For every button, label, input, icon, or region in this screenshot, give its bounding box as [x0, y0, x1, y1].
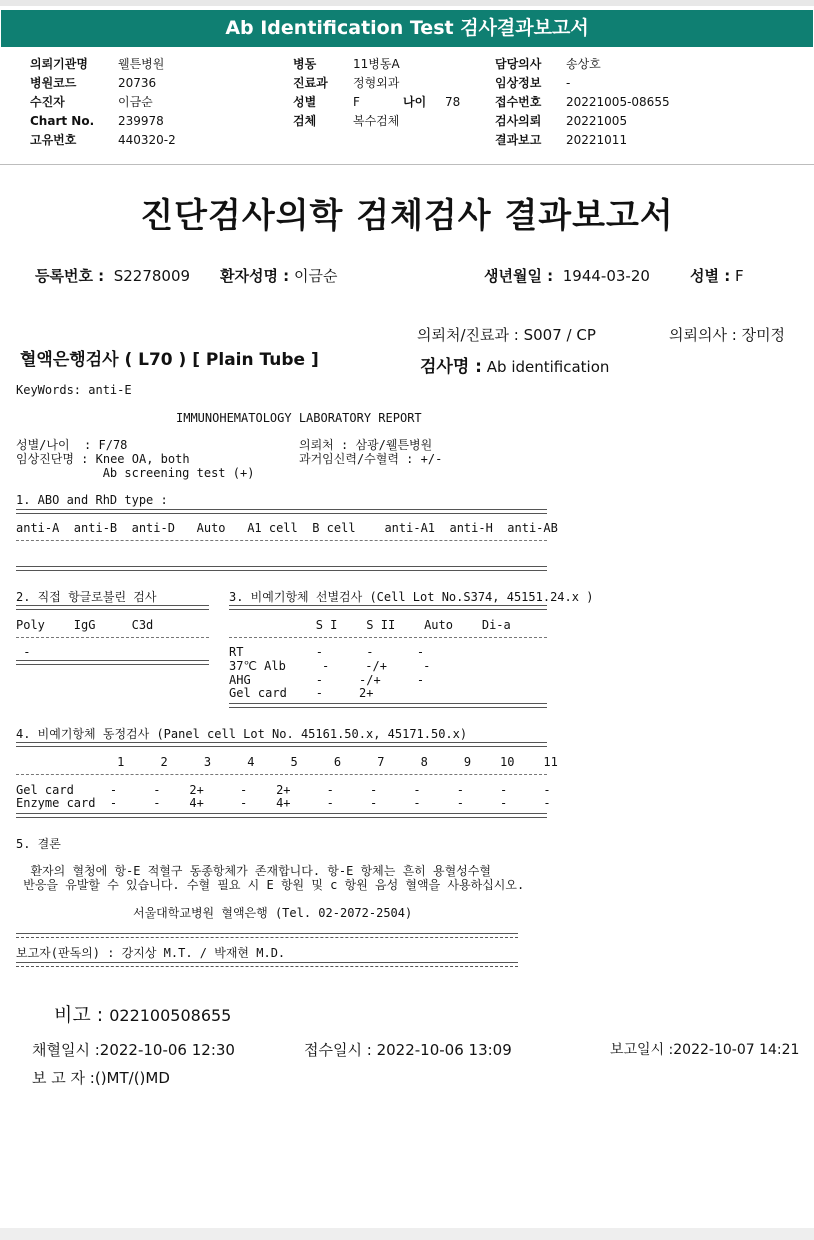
- value-ward: 11병동A: [353, 57, 400, 71]
- diagnosis-line2: Ab screening test (+): [16, 466, 255, 480]
- value-hospital-code: 20736: [118, 76, 157, 90]
- note: [54, 1000, 231, 1027]
- doctor-value: 장미정: [741, 326, 786, 344]
- section1-rule-bottom: [16, 566, 547, 571]
- ordering-doctor: [669, 324, 785, 345]
- section2-title: 2. 직접 항글로불린 검사: [16, 590, 157, 604]
- reporter-line: 보고자(판독의) : 강지상 M.T. / 박재현 M.D.: [16, 946, 286, 960]
- section4-header: 1 2 3 4 5 6 7 8 9 10 11: [16, 755, 558, 769]
- report-value: 2022-10-07 14:21: [673, 1042, 800, 1058]
- patient-label: 환자성명 :: [220, 267, 290, 285]
- patient-value: 이금순: [293, 267, 338, 285]
- keywords: KeyWords: anti-E: [16, 383, 132, 397]
- conclusion-line2: 반응을 유발할 수 있습니다. 수혈 필요 시 E 항원 및 c 항원 음성 혈액을 사용하십시오.: [16, 878, 525, 892]
- label-clinical-info: 임상정보: [495, 76, 542, 90]
- collect-value: 2022-10-06 12:30: [99, 1041, 235, 1059]
- birth-value: 1944-03-20: [562, 267, 650, 285]
- note-label: 비고 :: [54, 1004, 104, 1026]
- reporter-footer: [32, 1067, 170, 1088]
- note-value: 022100508655: [109, 1006, 232, 1025]
- value-request-date: 20221005: [566, 114, 628, 128]
- value-unique-no: 440320-2: [118, 133, 176, 147]
- section3-rule-top: [229, 605, 547, 610]
- label-hospital-code: 병원코드: [30, 76, 77, 90]
- section1-rule-top: [16, 509, 547, 514]
- collect-label: 채혈일시 :: [32, 1041, 100, 1059]
- sex-age: 성별/나이 : F/78: [16, 438, 128, 452]
- lab-report-title: IMMUNOHEMATOLOGY LABORATORY REPORT: [176, 411, 422, 425]
- blood-bank-contact: 서울대학교병원 혈액은행 (Tel. 02-2072-2504): [133, 906, 413, 920]
- label-sex: 성별: [293, 95, 317, 109]
- bottom-strip: [0, 1228, 814, 1240]
- value-patient: 이금순: [118, 95, 153, 109]
- header-col1: [30, 55, 176, 150]
- section4-title: 4. 비예기항체 동정검사 (Panel cell Lot No. 45161.50.x, 45171.50.x): [16, 727, 468, 741]
- header-divider: [0, 164, 814, 165]
- birth-date: [484, 265, 650, 286]
- value-specimen: 복수검체: [353, 114, 400, 128]
- dept-value: S007 / CP: [523, 326, 596, 344]
- label-age: 나이: [403, 95, 427, 109]
- section3-header: S I S II Auto Di-a: [229, 618, 511, 632]
- test-name-label: 검사명 :: [420, 357, 482, 377]
- section4-rule-mid: [16, 774, 547, 775]
- section4-row-gel: Gel card - - 2+ - 2+ - - - - - -: [16, 783, 551, 797]
- section3-rule-mid: [229, 637, 547, 638]
- sex: [690, 265, 744, 286]
- diagnosis-line1: 임상진단명 : Knee OA, both: [16, 452, 190, 466]
- section3-row-gel: Gel card - 2+: [229, 686, 374, 700]
- reporter-footer-value: ()MT/()MD: [94, 1069, 170, 1087]
- reporter-footer-label: 보 고 자 :: [32, 1069, 95, 1087]
- header-col2: [293, 55, 460, 131]
- header-col3: [495, 55, 670, 150]
- sex-value: F: [734, 267, 744, 285]
- report-time: [610, 1039, 799, 1059]
- dept: [417, 324, 596, 345]
- report-banner: Ab Identification Test 검사결과보고서: [1, 10, 813, 47]
- label-request-date: 검사의뢰: [495, 114, 542, 128]
- dept-label: 의뢰처/진료과 :: [417, 326, 519, 344]
- value-chart-no: 239978: [118, 114, 164, 128]
- section4-rule-bottom: [16, 813, 547, 818]
- receive-label: 접수일시 :: [304, 1041, 372, 1059]
- reporter-rule-top: [16, 933, 518, 938]
- section2-rule-mid: [16, 637, 209, 638]
- section3-rule-bottom: [229, 703, 547, 708]
- label-unique-no: 고유번호: [30, 133, 77, 147]
- reporter-rule-bottom: [16, 962, 518, 967]
- section2-rule-top: [16, 605, 209, 610]
- section5-title: 5. 결론: [16, 837, 61, 851]
- value-sex: F: [353, 95, 360, 109]
- label-report-date: 결과보고: [495, 133, 542, 147]
- history: 과거임신력/수혈력 : +/-: [299, 452, 443, 466]
- label-specimen: 검체: [293, 114, 317, 128]
- section2-header: Poly IgG C3d: [16, 618, 154, 632]
- section1-title: 1. ABO and RhD type :: [16, 493, 168, 507]
- label-accession: 접수번호: [495, 95, 542, 109]
- label-attending: 담당의사: [495, 57, 542, 71]
- section2-value: -: [16, 645, 31, 659]
- value-report-date: 20221011: [566, 133, 628, 147]
- section3-row-alb: 37℃ Alb - -/+ -: [229, 659, 431, 673]
- value-clinical-info: -: [566, 76, 571, 90]
- test-section: 혈액은행검사 ( L70 ) [ Plain Tube ]: [20, 350, 319, 370]
- section1-rule-mid: [16, 540, 547, 541]
- value-age: 78: [445, 95, 461, 109]
- value-requester-org: 웰튼병원: [118, 57, 165, 71]
- section4-rule-top: [16, 742, 547, 747]
- report-title: 진단검사의학 검체검사 결과보고서: [140, 196, 674, 236]
- label-chart-no: Chart No.: [30, 114, 95, 128]
- section4-row-enzyme: Enzyme card - - 4+ - 4+ - - - - - -: [16, 796, 551, 810]
- reg-value: S2278009: [113, 267, 191, 285]
- section3-row-rt: RT - - -: [229, 645, 425, 659]
- sex-label: 성별 :: [690, 267, 731, 285]
- conclusion-line1: 환자의 혈청에 항-E 적혈구 동종항체가 존재합니다. 항-E 항체는 흔히 용혈성수혈: [16, 864, 491, 878]
- section2-rule-bottom: [16, 660, 209, 665]
- label-patient: 수진자: [30, 95, 65, 109]
- doctor-label: 의뢰의사 :: [669, 326, 737, 344]
- report-label: 보고일시 :: [610, 1042, 674, 1058]
- receive-value: 2022-10-06 13:09: [376, 1041, 512, 1059]
- collect-time: [32, 1039, 235, 1060]
- value-department: 정형외과: [353, 76, 400, 90]
- patient-name: [220, 265, 337, 286]
- section3-row-ahg: AHG - -/+ -: [229, 673, 425, 687]
- section1-header: anti-A anti-B anti-D Auto A1 cell B cell anti-A1 anti-H anti-AB: [16, 521, 558, 535]
- receive-time: [304, 1039, 512, 1060]
- reg-label: 등록번호 :: [35, 267, 105, 285]
- reg-no: [35, 265, 190, 286]
- label-ward: 병동: [293, 57, 317, 71]
- birth-label: 생년월일 :: [484, 267, 554, 285]
- requester: 의뢰처 : 삼광/웰튼병원: [299, 438, 433, 452]
- label-requester-org: 의뢰기관명: [30, 57, 88, 71]
- value-attending: 송상호: [566, 57, 601, 71]
- test-name: [420, 352, 609, 377]
- test-name-value: Ab identification: [486, 358, 610, 376]
- label-department: 진료과: [293, 76, 328, 90]
- section3-title: 3. 비예기항체 선별검사 (Cell Lot No.S374, 45151.24.x ): [229, 590, 594, 604]
- top-strip: [0, 0, 814, 6]
- value-accession: 20221005-08655: [566, 95, 670, 109]
